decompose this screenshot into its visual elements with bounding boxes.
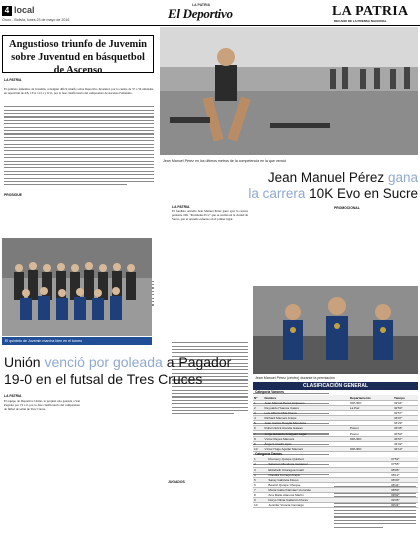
- supplement-sub: LA PATRIA: [192, 3, 211, 8]
- header-rule: [0, 25, 420, 26]
- standings-category-women: Categoría Damas: [255, 451, 282, 456]
- cell: 33'35": [393, 426, 418, 431]
- cell: 6: [253, 482, 267, 487]
- standings-table-women: [253, 457, 418, 508]
- cell: Luis Alberto Mita Flores: [264, 411, 349, 416]
- cell: 3: [253, 411, 264, 416]
- headline-verb: gana: [387, 170, 418, 186]
- headline-name: Jean Manuel Pérez: [267, 170, 385, 186]
- article3-headline-line2: 19-0 en el futsal de Tres Cruces: [4, 371, 203, 388]
- cell: 39'02": [390, 492, 418, 497]
- cell: Jennifer Vinocia Camargo: [267, 503, 384, 508]
- cell: 6: [253, 426, 264, 431]
- podium-photo-art: [253, 286, 418, 374]
- cell: Richard Mamani Arispe: [264, 416, 349, 421]
- table-row: [253, 503, 418, 508]
- masthead: LA PATRIA: [332, 4, 409, 20]
- date-line: Oruro - Bolivia, lunes 23 de mayo de 2016: [2, 18, 70, 23]
- cell: 7: [253, 487, 267, 492]
- article2-headline-line2: [160, 186, 418, 202]
- cell: 1: [253, 400, 264, 405]
- cell: 32'50": [393, 405, 418, 410]
- standings-category-men: Categoría Varones: [255, 390, 284, 395]
- col-header: Departamento: [349, 395, 393, 400]
- podium-photo-caption: Jean Manuel Pérez (centro) durante la premiación: [255, 376, 335, 381]
- cell: Elizabeth Cituragua Guall: [267, 467, 384, 472]
- cell: 38'30": [390, 477, 418, 482]
- cell: 8: [253, 436, 264, 441]
- supplement-logo: [168, 3, 248, 24]
- article3-subhead: JUGADOS: [168, 480, 185, 485]
- cell: Dorys Olivia Calderón Flores: [267, 498, 384, 503]
- cell: 4: [253, 416, 264, 421]
- cell: 34'02": [393, 441, 418, 446]
- article3-byline: LA PATRIA: [4, 394, 22, 399]
- headline-mid: la carrera: [248, 186, 306, 202]
- runner-photo-caption: Jean Manuel Pérez en los últimos metros de la competencia en la que venció: [163, 159, 287, 164]
- cell: Juan Carlos Huaylla Mendoza: [264, 421, 349, 426]
- page-number-box: 4: [2, 6, 12, 16]
- cell: ORURO: [349, 436, 393, 441]
- standings-table-men: [253, 395, 418, 452]
- cell: 9: [253, 498, 267, 503]
- cell: Rosmery Quispe Quisbert: [267, 457, 384, 462]
- col-header: Nombre: [264, 395, 349, 400]
- cell: Ana Maite Alanoca Martín: [267, 492, 384, 497]
- cell: 37'55": [390, 462, 418, 467]
- cell: 9: [253, 441, 264, 446]
- cell: 37'52": [390, 457, 418, 462]
- cell: 33'50": [393, 431, 418, 436]
- article1-lead: El quinteto femenino de Juvemin, consiguió difícil triunfo sobre Deportivo Juventud, por la cuenta de 57 a 56 unidades, en repetición de 4/8, 13/4, 11/11 y 9/11, por la fase clasificatoria del campeonato de Ascenso Femenino.: [4, 87, 154, 96]
- cell: 10: [253, 446, 264, 451]
- cell: Beatriz Quispe Choque: [267, 482, 384, 487]
- headline-team: Unión: [4, 354, 41, 371]
- cell: 5: [253, 477, 267, 482]
- cell: 33'07": [393, 416, 418, 421]
- juvemin-team-photo: [2, 238, 152, 336]
- cell: 33'57": [393, 436, 418, 441]
- cell: Potosí: [349, 426, 393, 431]
- cell: Claudia Cornejo Arapa: [267, 472, 384, 477]
- cell: Potosí: [349, 431, 393, 436]
- cell: 4: [253, 472, 267, 477]
- article1-headline: Angustioso triunfo de Juvemin sobre Juventud en básquetbol de Ascenso: [9, 39, 147, 77]
- cell: 38'12": [390, 472, 418, 477]
- team-photo-art: [2, 238, 152, 336]
- cell: Víctor Reyes Mamani: [264, 436, 349, 441]
- article2-byline: LA PATRIA: [172, 205, 190, 210]
- cell: Ángel Limachi Lipio: [264, 441, 349, 446]
- col-header: Nº: [253, 395, 264, 400]
- juvemin-photo-caption: El quinteto de Juvemin marcha bien en el torneo: [2, 337, 152, 345]
- article2-subhead: PROMOCIONAL: [334, 206, 360, 211]
- cell: 38'59": [390, 487, 418, 492]
- article1-subhead: PROSIGUE: [4, 193, 22, 198]
- cell: Jorge Eduardo Anaguari Lagar: [264, 431, 349, 436]
- table-row: [253, 446, 418, 451]
- cell: 38'06": [390, 467, 418, 472]
- standings-title: CLASIFICACIÓN GENERAL: [253, 382, 418, 390]
- article1-headline-box: [2, 35, 154, 77]
- cell: Salomón Mendoza Gutiérrez: [267, 462, 384, 467]
- article2-headline-line1: [170, 170, 418, 186]
- headline-rival: a Pagador: [166, 354, 232, 371]
- cell: 34'10": [393, 446, 418, 451]
- headline-event: 10K Evo en Sucre: [309, 186, 418, 202]
- cell: Jean Manuel Pérez Ampuero: [264, 400, 349, 405]
- cell: 32'57": [393, 411, 418, 416]
- article1-byline: LA PATRIA: [4, 78, 22, 83]
- article2-lead: El fondista orureño Jean Manuel Pérez ganó ayer la carrera pedestre 10K “Presidente Evo” que se realizó en la ciudad de Sucre, que el orureño esfuerzo en el primer lugar.: [172, 209, 248, 222]
- col-header: Tiempo: [393, 395, 418, 400]
- cell: ORURO: [349, 400, 393, 405]
- cell: ORURO: [349, 446, 393, 451]
- cell: 2: [253, 462, 267, 467]
- article1-body: [4, 106, 154, 185]
- cell: 3: [253, 467, 267, 472]
- runner-photo: [160, 27, 418, 155]
- cell: 39'35": [390, 498, 418, 503]
- supplement-title: El Deportivo: [168, 6, 233, 22]
- cell: 1: [253, 457, 267, 462]
- cell: 2: [253, 405, 264, 410]
- headline-verb: venció por goleada: [44, 354, 163, 371]
- cell: 5: [253, 421, 264, 426]
- cell: Reynaldo Huanca Calero: [264, 405, 349, 410]
- masthead-sub: DECANO DE LA PRENSA NACIONAL: [334, 19, 387, 24]
- cell: 39'41": [390, 503, 418, 508]
- podium-photo: [253, 286, 418, 374]
- cell: 10: [253, 503, 267, 508]
- cell: María Isabel Narváez Lloronda: [267, 487, 384, 492]
- runner-photo-art: [160, 27, 418, 155]
- cell: 33'29": [393, 421, 418, 426]
- article3-lead: El equipo de Deportivo Unión, le propinó una goleada a San Pagador por 19 a 0, por la fase clasificatoria del campeonato de fútbol de salón de Tres Cruces.: [4, 399, 80, 412]
- cell: 38'41": [390, 482, 418, 487]
- standings-table-box: [253, 382, 418, 508]
- cell: Víctor Hugo Aguilar Mamani: [264, 446, 349, 451]
- cell: La Paz: [349, 405, 393, 410]
- cell: Rubén Erick Aranda Galean: [264, 426, 349, 431]
- article3-headline-line1: [4, 354, 250, 371]
- cell: 32'04": [393, 400, 418, 405]
- cell: Saray Gabriela Flores: [267, 477, 384, 482]
- section-label: local: [14, 5, 35, 16]
- cell: 7: [253, 431, 264, 436]
- cell: 8: [253, 492, 267, 497]
